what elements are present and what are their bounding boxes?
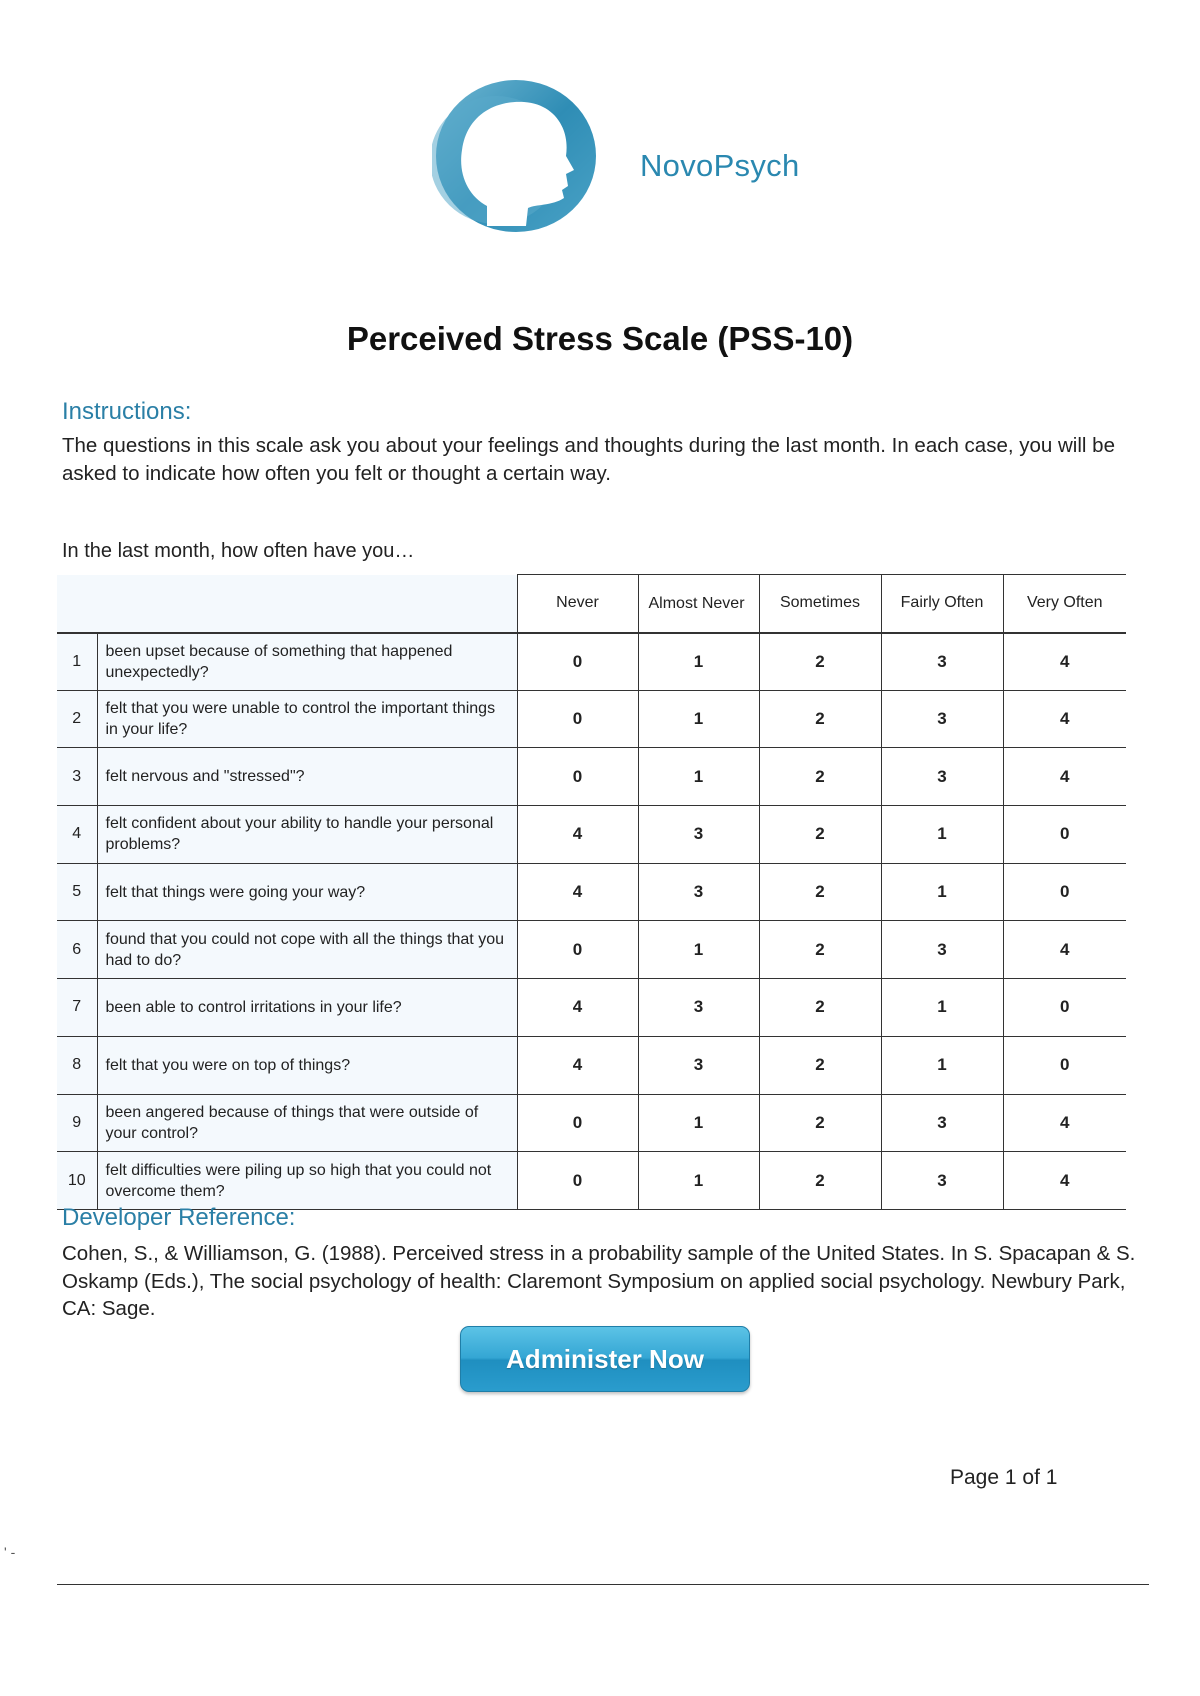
instructions-heading: Instructions: xyxy=(62,398,192,425)
question-number: 9 xyxy=(57,1094,97,1152)
column-header: Almost Never xyxy=(638,575,759,633)
question-text: been angered because of things that were outside of your control? xyxy=(97,1094,517,1152)
question-number: 2 xyxy=(57,690,97,748)
score-option[interactable]: 1 xyxy=(638,1152,759,1210)
score-option[interactable]: 2 xyxy=(759,1152,881,1210)
question-text: been able to control irritations in your life? xyxy=(97,979,517,1037)
table-row xyxy=(57,806,1126,864)
question-text: felt difficulties were piling up so high that you could not overcome them? xyxy=(97,1152,517,1210)
score-option[interactable]: 2 xyxy=(759,979,881,1037)
question-number: 4 xyxy=(57,806,97,864)
score-option[interactable]: 1 xyxy=(638,690,759,748)
score-option[interactable]: 3 xyxy=(638,806,759,864)
question-number: 10 xyxy=(57,1152,97,1210)
score-option[interactable]: 4 xyxy=(1003,921,1126,979)
table-row xyxy=(57,1152,1126,1210)
score-option[interactable]: 0 xyxy=(517,748,638,806)
score-option[interactable]: 3 xyxy=(881,690,1003,748)
pss-table xyxy=(57,574,1126,1210)
score-option[interactable]: 2 xyxy=(759,1094,881,1152)
score-option[interactable]: 1 xyxy=(638,748,759,806)
score-option[interactable]: 0 xyxy=(517,1152,638,1210)
reference-heading: Developer Reference: xyxy=(62,1204,296,1231)
score-option[interactable]: 2 xyxy=(759,690,881,748)
score-option[interactable]: 2 xyxy=(759,748,881,806)
table-header-row xyxy=(57,575,1126,633)
score-option[interactable]: 4 xyxy=(1003,1094,1126,1152)
question-text: felt that things were going your way? xyxy=(97,863,517,921)
footer-mark: ' - xyxy=(4,1544,16,1560)
score-option[interactable]: 1 xyxy=(881,979,1003,1037)
score-option[interactable]: 3 xyxy=(638,1036,759,1094)
score-option[interactable]: 2 xyxy=(759,1036,881,1094)
question-text: felt that you were unable to control the important things in your life? xyxy=(97,690,517,748)
column-header: Never xyxy=(517,575,638,633)
score-option[interactable]: 0 xyxy=(1003,1036,1126,1094)
score-option[interactable]: 3 xyxy=(881,1152,1003,1210)
administer-now-button[interactable]: Administer Now xyxy=(460,1326,750,1392)
table-row xyxy=(57,1094,1126,1152)
header-blank xyxy=(57,575,517,633)
question-text: felt confident about your ability to handle your personal problems? xyxy=(97,806,517,864)
score-option[interactable]: 0 xyxy=(1003,979,1126,1037)
score-option[interactable]: 3 xyxy=(638,863,759,921)
column-header: Sometimes xyxy=(759,575,881,633)
question-text: found that you could not cope with all the things that you had to do? xyxy=(97,921,517,979)
score-option[interactable]: 2 xyxy=(759,921,881,979)
table-row xyxy=(57,921,1126,979)
score-option[interactable]: 2 xyxy=(759,863,881,921)
question-text: felt nervous and "stressed"? xyxy=(97,748,517,806)
score-option[interactable]: 1 xyxy=(881,1036,1003,1094)
score-option[interactable]: 4 xyxy=(517,979,638,1037)
reference-text: Cohen, S., & Williamson, G. (1988). Perceived stress in a probability sample of the United States. In S. Spacapan & S. Oskamp (Eds.), The social psychology of health: Claremont Symposium on applied social psychology. Newbury Park, CA: Sage. xyxy=(62,1242,1136,1320)
footer-divider xyxy=(57,1584,1149,1585)
score-option[interactable]: 3 xyxy=(881,1094,1003,1152)
score-option[interactable]: 1 xyxy=(881,806,1003,864)
brand-name: NovoPsych xyxy=(640,148,800,183)
table-row xyxy=(57,690,1126,748)
score-option[interactable]: 1 xyxy=(638,1094,759,1152)
question-text: been upset because of something that happened unexpectedly? xyxy=(97,633,517,691)
novopsych-logo-icon xyxy=(432,78,596,234)
table-row xyxy=(57,1036,1126,1094)
score-option[interactable]: 0 xyxy=(517,690,638,748)
score-option[interactable]: 3 xyxy=(881,633,1003,691)
table-row xyxy=(57,748,1126,806)
instructions-text: The questions in this scale ask you about your feelings and thoughts during the last month. In each case, you will be asked to indicate how often you felt or thought a certain way. xyxy=(62,434,1115,485)
question-number: 7 xyxy=(57,979,97,1037)
score-option[interactable]: 4 xyxy=(517,806,638,864)
score-option[interactable]: 4 xyxy=(1003,633,1126,691)
score-option[interactable]: 2 xyxy=(759,633,881,691)
score-option[interactable]: 0 xyxy=(517,921,638,979)
score-option[interactable]: 0 xyxy=(1003,863,1126,921)
question-number: 6 xyxy=(57,921,97,979)
score-option[interactable]: 4 xyxy=(1003,748,1126,806)
score-option[interactable]: 1 xyxy=(638,921,759,979)
score-option[interactable]: 4 xyxy=(517,1036,638,1094)
table-row xyxy=(57,979,1126,1037)
score-option[interactable]: 4 xyxy=(1003,1152,1126,1210)
page-title: Perceived Stress Scale (PSS-10) xyxy=(346,320,854,357)
score-option[interactable]: 0 xyxy=(517,1094,638,1152)
table-row xyxy=(57,863,1126,921)
page-number: Page 1 of 1 xyxy=(950,1466,1058,1489)
question-number: 3 xyxy=(57,748,97,806)
score-option[interactable]: 0 xyxy=(517,633,638,691)
question-number: 1 xyxy=(57,633,97,691)
score-option[interactable]: 1 xyxy=(638,633,759,691)
score-option[interactable]: 2 xyxy=(759,806,881,864)
score-option[interactable]: 1 xyxy=(881,863,1003,921)
score-option[interactable]: 3 xyxy=(638,979,759,1037)
column-header: Very Often xyxy=(1003,575,1126,633)
score-option[interactable]: 3 xyxy=(881,921,1003,979)
question-lead: In the last month, how often have you… xyxy=(62,540,415,562)
question-number: 5 xyxy=(57,863,97,921)
table-row xyxy=(57,633,1126,691)
score-option[interactable]: 3 xyxy=(881,748,1003,806)
column-header: Fairly Often xyxy=(881,575,1003,633)
question-text: felt that you were on top of things? xyxy=(97,1036,517,1094)
score-option[interactable]: 4 xyxy=(517,863,638,921)
question-number: 8 xyxy=(57,1036,97,1094)
score-option[interactable]: 0 xyxy=(1003,806,1126,864)
score-option[interactable]: 4 xyxy=(1003,690,1126,748)
